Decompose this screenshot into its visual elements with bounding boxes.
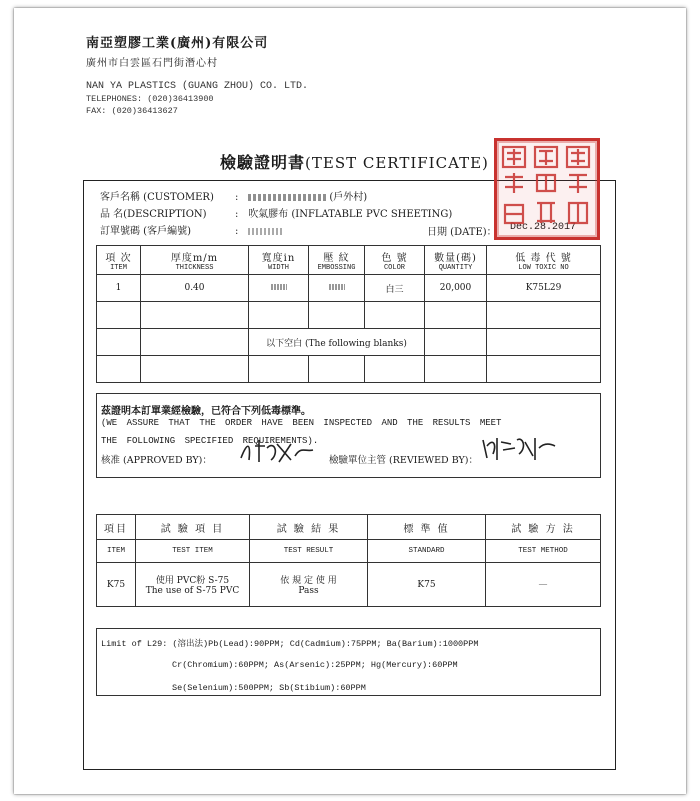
spec-note-row	[97, 329, 601, 356]
reviewed-signature-icon	[479, 432, 559, 466]
customer-row: 客戶名稱 (CUSTOMER) : (戶外村)	[100, 188, 367, 203]
test-header-row-cn	[97, 515, 601, 540]
document-title-cn: 檢驗證明書	[220, 153, 306, 172]
description-value: 吹氣膠布 (INFLATABLE PVC SHEETING)	[248, 209, 453, 220]
reviewed-label: 檢驗單位主管 (REVIEWED BY)：	[329, 455, 478, 466]
company-name-cn: 南亞塑膠工業(廣州)有限公司	[86, 36, 269, 51]
customer-redacted	[248, 194, 326, 201]
company-seal	[494, 138, 600, 240]
company-name-en: NAN YA PLASTICS (GUANG ZHOU) CO. LTD.	[86, 81, 309, 92]
spec-header-low-toxic: 低 毒 代 號 LOW TOXIC NO	[487, 246, 601, 275]
spec-cell-item: 1	[97, 275, 141, 302]
company-address-cn: 廣州市白雲區石門街潛心村	[86, 58, 218, 69]
customer-label: 客戶名稱 (CUSTOMER)	[100, 192, 214, 203]
blank-note: 以下空白 (The following blanks)	[249, 329, 425, 356]
test-header-method: 試 驗 方 法	[486, 515, 601, 540]
spec-cell-color: 白三	[365, 275, 425, 302]
spec-header-embossing: 壓 紋 EMBOSSING	[309, 246, 365, 275]
date-value: Dec.28.2017	[510, 222, 577, 233]
order-row: 訂單號碼 (客戶編號) :	[100, 222, 282, 237]
description-label: 品 名(DESCRIPTION)	[100, 209, 207, 220]
company-fax: FAX: (020)36413627	[86, 106, 178, 116]
test-cell-test-item: 使用 PVC粉 S-75 The use of S-75 PVC	[136, 563, 250, 607]
seal-glyphs-icon	[497, 141, 597, 237]
document-title-en: (TEST CERTIFICATE)	[305, 154, 489, 172]
spec-header-color: 色 號 COLOR	[365, 246, 425, 275]
customer-value: (戶外村)	[329, 192, 368, 203]
test-table	[96, 514, 601, 607]
approved-label: 核准 (APPROVED BY)：	[101, 455, 212, 466]
assurance-en-1: (WE ASSURE THAT THE ORDER HAVE BEEN INSPECTED AND THE RESULTS MEET	[101, 418, 502, 428]
spec-cell-embossing	[309, 275, 365, 302]
document-title	[220, 150, 489, 173]
limits-line-1: Limit of L29: (溶出法)Pb(Lead):90PPM; Cd(Cadmium):75PPM; Ba(Barium):1000PPM	[101, 639, 479, 649]
order-label: 訂單號碼 (客戶編號)	[100, 226, 191, 237]
spec-header-width: 寬度in WIDTH	[249, 246, 309, 275]
date-label: 日期 (DATE)：	[427, 227, 497, 238]
test-data-row	[97, 563, 601, 607]
spec-blank-row	[97, 302, 601, 329]
assurance-box	[96, 393, 601, 478]
width-redacted	[271, 284, 287, 290]
spec-data-row	[97, 275, 601, 302]
spec-blank-row	[97, 356, 601, 383]
spec-cell-thickness: 0.40	[141, 275, 249, 302]
test-cell-item: K75	[97, 563, 136, 607]
spec-header-quantity: 數量(碼) QUANTITY	[425, 246, 487, 275]
test-header-item: 項目	[97, 515, 136, 540]
test-cell-result: 依 規 定 使 用 Pass	[250, 563, 368, 607]
spec-table	[96, 245, 601, 383]
test-header-test-item: 試 驗 項 目	[136, 515, 250, 540]
test-header-row-en: ITEM TEST ITEM TEST RESULT STANDARD TEST METHOD	[97, 540, 601, 563]
test-header-standard: 標 準 值	[368, 515, 486, 540]
spec-header-row	[97, 246, 601, 275]
company-telephones: TELEPHONES: (020)36413900	[86, 94, 214, 104]
limits-line-2: Cr(Chromium):60PPM; As(Arsenic):25PPM; Hg(Mercury):60PPM	[172, 660, 458, 670]
spec-cell-low-toxic: K75L29	[487, 275, 601, 302]
spec-header-thickness: 厚度m/m THICKNESS	[141, 246, 249, 275]
test-cell-method: —	[486, 563, 601, 607]
order-redacted	[248, 228, 282, 235]
spec-cell-width	[249, 275, 309, 302]
assurance-cn: 茲證明本訂單業經檢驗，已符合下列低毒標準。	[101, 406, 311, 417]
approved-signature-icon	[237, 436, 317, 468]
spec-header-item: 項 次 ITEM	[97, 246, 141, 275]
company-header	[86, 32, 308, 116]
test-cell-standard: K75	[368, 563, 486, 607]
limits-box	[96, 628, 601, 696]
description-row: 品 名(DESCRIPTION) : 吹氣膠布 (INFLATABLE PVC SHEETING)	[100, 205, 452, 220]
test-header-result: 試 驗 結 果	[250, 515, 368, 540]
assurance-en-2: THE FOLLOWING SPECIFIED REQUIREMENTS).	[101, 436, 319, 446]
embossing-redacted	[329, 284, 345, 290]
limits-line-3: Se(Selenium):500PPM; Sb(Stibium):60PPM	[172, 683, 366, 693]
spec-cell-quantity: 20,000	[425, 275, 487, 302]
